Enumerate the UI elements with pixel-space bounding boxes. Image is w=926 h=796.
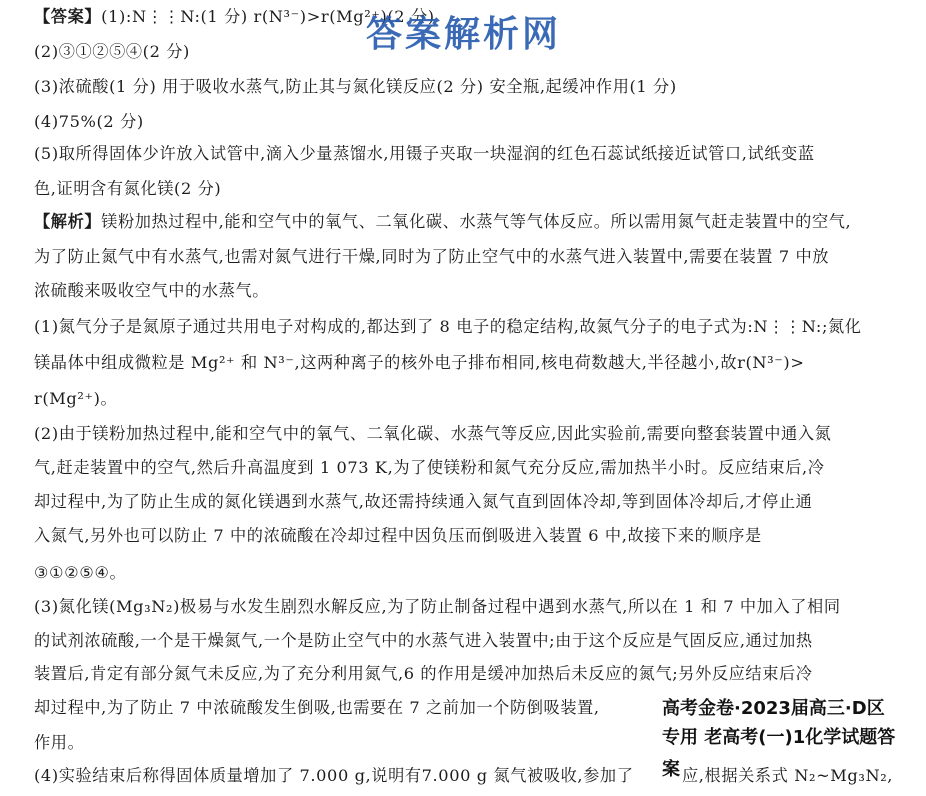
stamp-line-2: 专用 老高考(一)1化学试题答 [662, 727, 896, 748]
analysis-line-3c: 装置后,肯定有部分氮气未反应,为了充分利用氮气,6 的作用是缓冲加热后未反应的氮气;另外反应结束后冷 [34, 664, 813, 683]
analysis-line-4b: 应,根据关系式 N₂~Mg₃N₂, [682, 766, 894, 785]
analysis-tag: 【解析】 [34, 212, 102, 231]
analysis-line-2e: ③①②⑤④。 [34, 563, 127, 582]
answer-line-3: (3)浓硫酸(1 分) 用于吸收水蒸气,防止其与氮化镁反应(2 分) 安全瓶,起缓冲作用(1 分) [34, 77, 677, 96]
analysis-line-1a: (1)氮气分子是氮原子通过共用电子对构成的,都达到了 8 电子的稳定结构,故氮气分子的电子式为:N⋮⋮N:;氮化 [34, 317, 862, 336]
answer-line-2: (2)③①②⑤④(2 分) [34, 42, 190, 61]
answer-line-4: (4)75%(2 分) [34, 112, 144, 131]
analysis-line-2b: 气,赶走装置中的空气,然后升高温度到 1 073 K,为了使镁粉和氮气充分反应,需加热半小时。反应结束后,冷 [34, 458, 825, 477]
analysis-line-1c: r(Mg²⁺)。 [34, 389, 118, 408]
analysis-line-3e: 作用。 [34, 733, 85, 752]
analysis-line-2d: 入氮气,另外也可以防止 7 中的浓硫酸在冷却过程中因负压而倒吸进入装置 6 中,故接下来的顺序是 [34, 526, 762, 545]
watermark-text: 答案解析网 [366, 14, 562, 55]
analysis-line-0b: 为了防止氮气中有水蒸气,也需对氮气进行干燥,同时为了防止空气中的水蒸气进入装置中,需要在装置 7 中放 [34, 247, 830, 266]
analysis-line-0a [34, 211, 851, 233]
analysis-text-0a: 镁粉加热过程中,能和空气中的氧气、二氧化碳、水蒸气等气体反应。所以需用氮气赶走装置中的空气, [101, 212, 852, 231]
analysis-line-4a: (4)实验结束后称得固体质量增加了 7.000 g,说明有7.000 g 氮气被吸收,参加了 [34, 766, 634, 785]
analysis-line-1b: 镁晶体中组成微粒是 Mg²⁺ 和 N³⁻,这两种离子的核外电子排布相同,核电荷数越大,半径越小,故r(N³⁻)> [34, 353, 805, 372]
answer-line-5b: 色,证明含有氮化镁(2 分) [34, 179, 222, 198]
answer-tag: 【答案】 [34, 7, 102, 26]
answer-line-5a: (5)取所得固体少许放入试管中,滴入少量蒸馏水,用镊子夹取一块湿润的红色石蕊试纸接近试管口,试纸变蓝 [34, 144, 815, 163]
analysis-line-3d: 却过程中,为了防止 7 中浓硫酸发生倒吸,也需要在 7 之前加一个防倒吸装置, [34, 698, 600, 717]
analysis-line-2a: (2)由于镁粉加热过程中,能和空气中的氧气、二氧化碳、水蒸气等反应,因此实验前,需要向整套装置中通入氮 [34, 424, 832, 443]
analysis-line-3a: (3)氮化镁(Mg₃N₂)极易与水发生剧烈水解反应,为了防止制备过程中遇到水蒸气,所以在 1 和 7 中加入了相同 [34, 597, 841, 616]
analysis-line-0c: 浓硫酸来吸收空气中的水蒸气。 [34, 281, 270, 300]
stamp-line-3: 案 [662, 759, 680, 780]
answer-text-1: (1):N⋮⋮N:(1 分) r(N³⁻)>r(Mg²⁺)(2 分) [101, 7, 435, 26]
analysis-line-2c: 却过程中,为了防止生成的氮化镁遇到水蒸气,故还需持续通入氮气直到固体冷却,等到固体冷却后,才停止通 [34, 492, 813, 511]
analysis-line-3b: 的试剂浓硫酸,一个是干燥氮气,一个是防止空气中的水蒸气进入装置中;由于这个反应是气固反应,通过加热 [34, 631, 813, 650]
stamp-line-1: 高考金卷·2023届高三·D区 [662, 698, 885, 719]
